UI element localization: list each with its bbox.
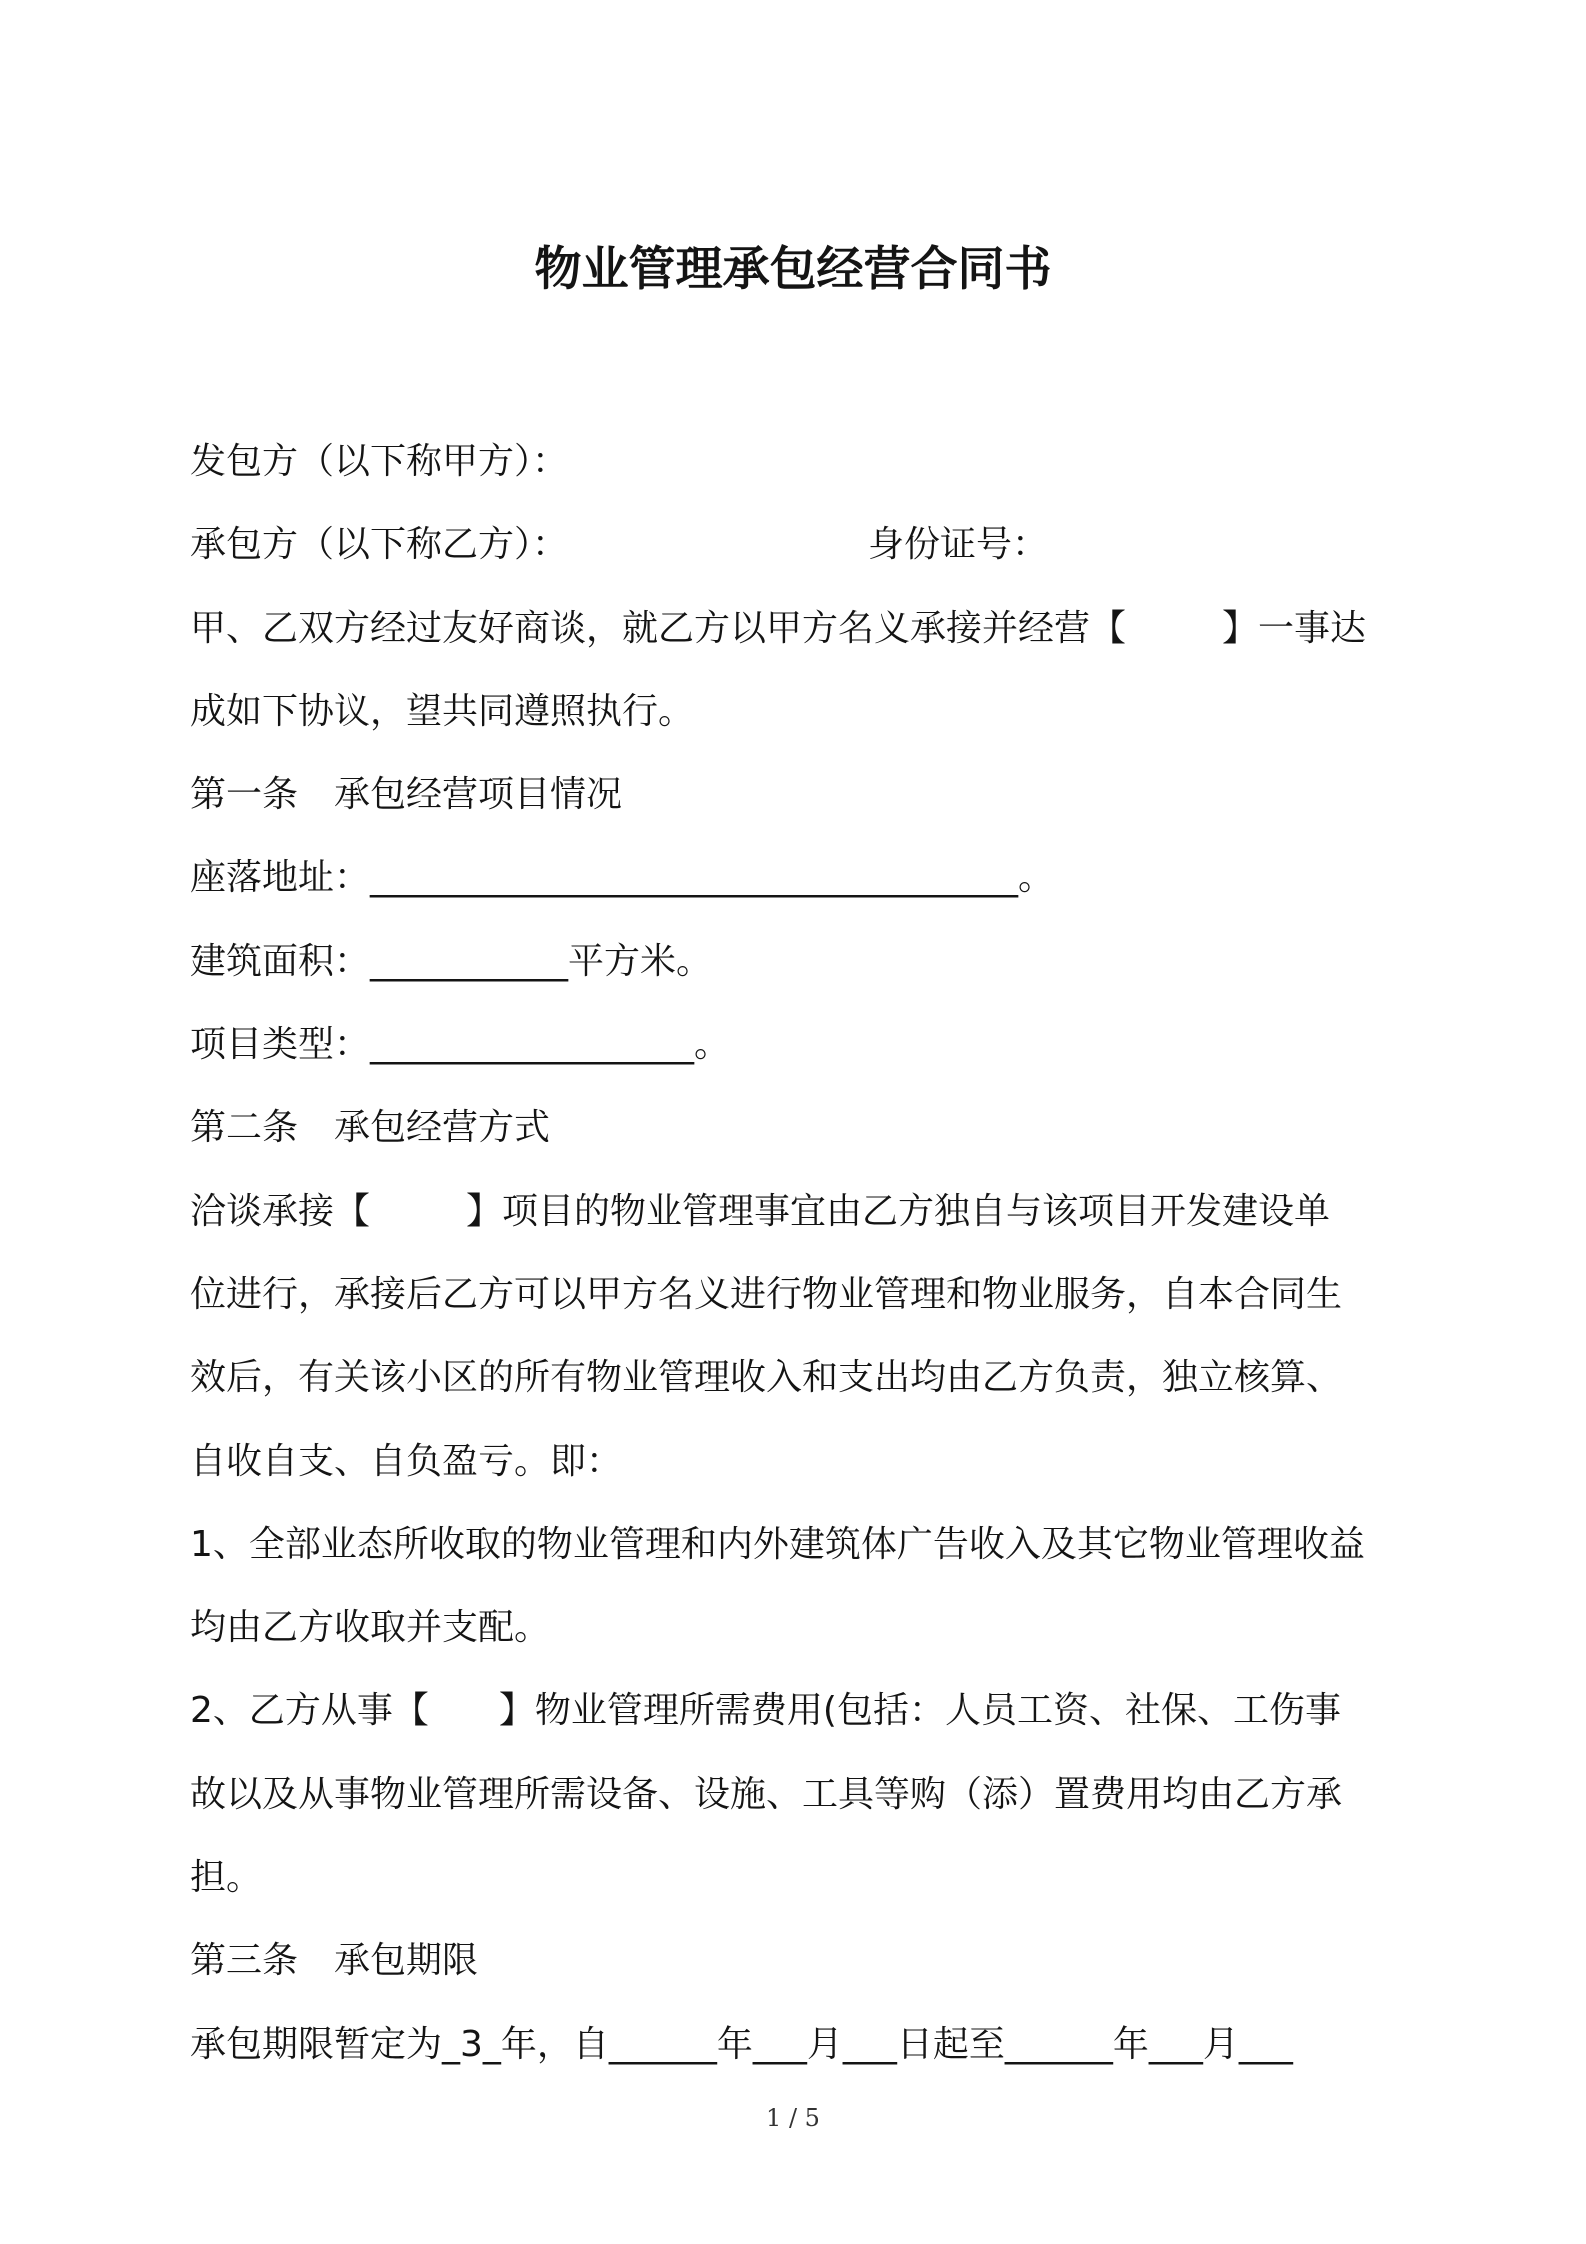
text-segment: 成如下协议，望共同遵照执行。 bbox=[190, 690, 695, 732]
text-segment: 2、乙方从事【 bbox=[190, 1690, 429, 1732]
text-segment: 自收自支、自负盈亏。即： bbox=[190, 1440, 623, 1482]
text-segment: 效后，有关该小区的所有物业管理收入和支出均由乙方负责，独立核算、 bbox=[190, 1357, 1343, 1399]
paragraph-line bbox=[190, 2003, 1410, 2086]
text-segment: 洽谈承接【 bbox=[190, 1190, 371, 1232]
paragraph-line bbox=[190, 1420, 1410, 1503]
party-a-label: 发包方（以下称甲方）： bbox=[190, 441, 569, 482]
term-field: 承包期限暂定为_3_年，自______年___月___日起至______年___月___ bbox=[190, 2023, 1293, 2065]
paragraph-line bbox=[190, 1253, 1410, 1336]
paragraph-line bbox=[190, 1003, 1410, 1086]
paragraph-line bbox=[190, 587, 1410, 670]
article-2-heading: 第二条 承包经营方式 bbox=[190, 1107, 551, 1149]
paragraph-line bbox=[190, 503, 1410, 586]
id-number-label: 身份证号： bbox=[868, 524, 1049, 566]
section-heading bbox=[190, 1086, 1410, 1169]
text-segment: 均由乙方收取并支配。 bbox=[190, 1607, 551, 1649]
party-b-label: 承包方（以下称乙方）： bbox=[190, 524, 569, 566]
text-segment: 】物业管理所需费用(包括：人员工资、社保、工伤事 bbox=[498, 1690, 1341, 1732]
section-heading bbox=[190, 1919, 1410, 2002]
paragraph-line bbox=[190, 836, 1410, 919]
paragraph-line bbox=[190, 1669, 1410, 1752]
text-segment: 】一事达 bbox=[1222, 607, 1367, 649]
text-segment: 甲、乙双方经过友好商谈，就乙方以甲方名义承接并经营【 bbox=[190, 607, 1127, 649]
project-type-field: 项目类型：__________________。 bbox=[190, 1024, 731, 1066]
article-1-heading: 第一条 承包经营项目情况 bbox=[190, 774, 623, 816]
address-field: 座落地址：____________________________________。 bbox=[190, 857, 1055, 899]
text-segment: 1、全部业态所收取的物业管理和内外建筑体广告收入及其它物业管理收益 bbox=[190, 1523, 1365, 1565]
text-segment: 担。 bbox=[190, 1857, 263, 1899]
paragraph-line bbox=[190, 1503, 1410, 1586]
paragraph-line bbox=[190, 920, 1410, 1003]
paragraph-line bbox=[190, 1336, 1410, 1419]
document-title: 物业管理承包经营合同书 bbox=[534, 242, 1052, 297]
paragraph-line bbox=[190, 1836, 1410, 1919]
section-heading bbox=[190, 753, 1410, 836]
text-segment: 位进行，承接后乙方可以甲方名义进行物业管理和物业服务，自本合同生 bbox=[190, 1273, 1343, 1315]
paragraph-line bbox=[190, 1753, 1410, 1836]
paragraph-line bbox=[190, 670, 1410, 753]
area-field: 建筑面积：___________平方米。 bbox=[190, 940, 713, 982]
paragraph-line bbox=[190, 420, 1410, 503]
paragraph-line bbox=[190, 1170, 1410, 1253]
text-segment: 故以及从事物业管理所需设备、设施、工具等购（添）置费用均由乙方承 bbox=[190, 1773, 1343, 1815]
page-number: 1 / 5 bbox=[766, 2104, 820, 2132]
text-segment: 】项目的物业管理事宜由乙方独自与该项目开发建设单 bbox=[466, 1190, 1331, 1232]
paragraph-line bbox=[190, 1586, 1410, 1669]
article-3-heading: 第三条 承包期限 bbox=[190, 1940, 479, 1982]
document-body bbox=[190, 420, 1410, 2086]
